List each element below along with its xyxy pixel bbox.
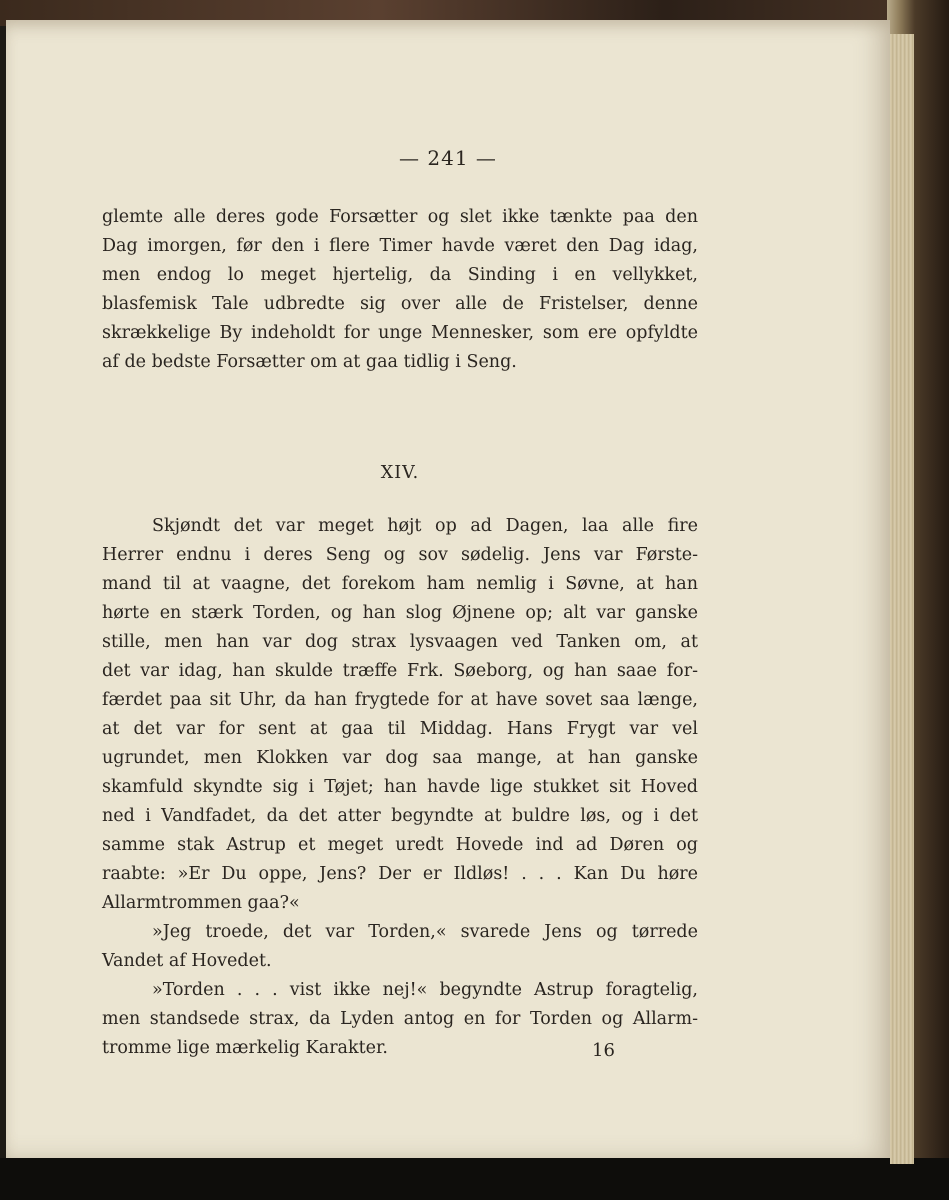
text-line: Herrer endnu i deres Seng og sov sødelig. Jens var Første- — [102, 545, 698, 565]
text-line: »Jeg troede, det var Torden,« svarede Jens og tørrede — [152, 922, 698, 942]
text-line: Dag imorgen, før den i flere Timer havde været den Dag idag, — [102, 236, 698, 256]
text-line: men standsede strax, da Lyden antog en for Torden og Allarm- — [102, 1009, 698, 1029]
chapter-heading: XIV. — [380, 463, 420, 483]
scan-bottom-edge — [0, 1158, 949, 1200]
text-line: det var idag, han skulde træffe Frk. Søeborg, og han saae for- — [102, 661, 698, 681]
text-line: Vandet af Hovedet. — [102, 951, 272, 971]
text-line: samme stak Astrup et meget uredt Hovede ind ad Døren og — [102, 835, 698, 855]
text-line: færdet paa sit Uhr, da han frygtede for at have sovet saa længe, — [102, 690, 698, 710]
text-line: stille, men han var dog strax lysvaagen ved Tanken om, at — [102, 632, 698, 652]
page-edges — [890, 34, 914, 1164]
text-line: blasfemisk Tale udbredte sig over alle de Fristelser, denne — [102, 294, 698, 314]
page-number-header: — 241 — — [399, 146, 497, 170]
paragraph-3 — [102, 918, 698, 976]
text-line: af de bedste Forsætter om at gaa tidlig i Seng. — [102, 352, 517, 372]
text-line: mand til at vaagne, det forekom ham nemlig i Søvne, at han — [102, 574, 698, 594]
text-line: men endog lo meget hjertelig, da Sinding i en vellykket, — [102, 265, 698, 285]
text-line: ned i Vandfadet, da det atter begyndte at buldre løs, og i det — [102, 806, 698, 826]
text-line: Skjøndt det var meget højt op ad Dagen, laa alle fire — [152, 516, 698, 536]
text-line: ugrundet, men Klokken var dog saa mange, at han ganske — [102, 748, 698, 768]
text-line: skamfuld skyndte sig i Tøjet; han havde lige stukket sit Hoved — [102, 777, 698, 797]
text-line: glemte alle deres gode Forsætter og slet ikke tænkte paa den — [102, 207, 698, 227]
book-page — [6, 20, 890, 1158]
paragraph-2 — [102, 512, 698, 918]
text-line: hørte en stærk Torden, og han slog Øjnene op; alt var ganske — [102, 603, 698, 623]
text-line: skrækkelige By indeholdt for unge Mennesker, som ere opfyldte — [102, 323, 698, 343]
text-line: at det var for sent at gaa til Middag. Hans Frygt var vel — [102, 719, 698, 739]
text-line: Allarmtrommen gaa?« — [102, 893, 300, 913]
text-line: »Torden . . . vist ikke nej!« begyndte Astrup foragtelig, — [152, 980, 698, 1000]
signature-mark: 16 — [592, 1040, 615, 1061]
page-text — [102, 203, 698, 1063]
paragraph-1 — [102, 203, 698, 377]
text-line: raabte: »Er Du oppe, Jens? Der er Ildløs! . . . Kan Du høre — [102, 864, 698, 884]
text-line: tromme lige mærkelig Karakter. — [102, 1038, 388, 1058]
